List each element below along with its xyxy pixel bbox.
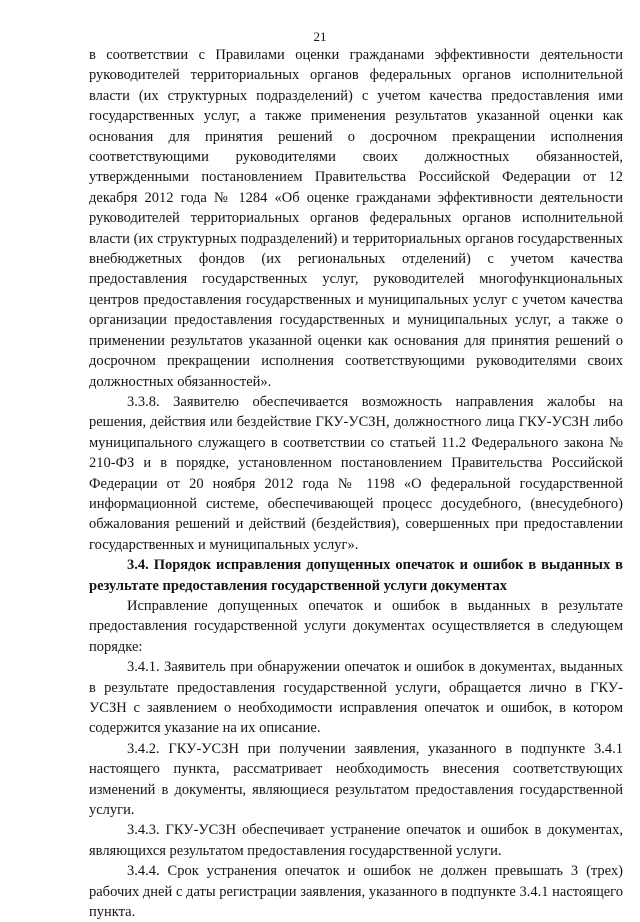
- section-heading-3-4: 3.4. Порядок исправления допущенных опечаток и ошибок в выданных в результате предоставления государственной услуги документах: [89, 557, 623, 594]
- page-number: 21: [313, 29, 327, 44]
- paragraph-3-4-3: 3.4.3. ГКУ-УСЗН обеспечивает устранение опечаток и ошибок в документах, являющихся результатом предоставления государственной услуги.: [89, 822, 623, 859]
- paragraph-3-4-4: 3.4.4. Срок устранения опечаток и ошибок не должен превышать 3 (трех) рабочих дней с даты регистрации заявления, указанного в подпункте 3.4.1 настоящего пункта.: [89, 863, 623, 921]
- paragraph-3-4-2: 3.4.2. ГКУ-УСЗН при получении заявления, указанного в подпункте 3.4.1 настоящего пункта, рассматривает необходимость внесения соответствующих изменений в документы, являющиеся результатом предоставления государственной услуги.: [89, 740, 623, 819]
- paragraph-3-4-intro: Исправление допущенных опечаток и ошибок в выданных в результате предоставления государственной услуги документах осуществляется в следующем порядке:: [89, 597, 623, 655]
- paragraph-3-4-1: 3.4.1. Заявитель при обнаружении опечаток и ошибок в документах, выданных в результате предоставления государственной услуги, обращается лично в ГКУ-УСЗН с заявлением о необходимости исправления опечаток и ошибок, в котором содержится указание на их описание.: [89, 659, 623, 737]
- paragraph-continuation: в соответствии с Правилами оценки гражданами эффективности деятельности руководителей территориальных органов федеральных органов исполнительной власти (их структурных подразделений) с учетом качества предоставления ими государственных услуг, а также применения результатов указанной оценки как основания для принятия решений о досрочном прекращении исполнения соответствующими руководителями своих должностных обязанностей, утвержденными постановлением Правительства Российской Федерации от 12 декабря 2012 года № 1284 «Об оценке гражданами эффективности деятельности руководителей территориальных органов федеральных органов исполнительной власти (их структурных подразделений) и территориальных органов государственных внебюджетных фондов (их региональных отделений) с учетом качества предоставления государственных услуг, руководителей многофункциональных центров предоставления государственных и муниципальных услуг с учетом качества организации предоставления государственных и муниципальных услуг, а также о применении результатов указанной оценки как основания для принятия решений о досрочном прекращении исполнения соответствующими руководителями своих должностных обязанностей».: [89, 47, 623, 390]
- paragraph-3-3-8: 3.3.8. Заявителю обеспечивается возможность направления жалобы на решения, действия или бездействие ГКУ-УСЗН, должностного лица ГКУ-УСЗН либо муниципального служащего в соответствии со статьей 11.2 Федерального закона № 210-ФЗ и в порядке, установленном постановлением Правительства Российской Федерации от 20 ноября 2012 года № 1198 «О федеральной государственной информационной системе, обеспечивающей процесс досудебного, (внесудебного) обжалования решений и действий (бездействия), совершенных при предоставлении государственных и муниципальных услуг».: [89, 393, 623, 553]
- page-content: [89, 45, 623, 922]
